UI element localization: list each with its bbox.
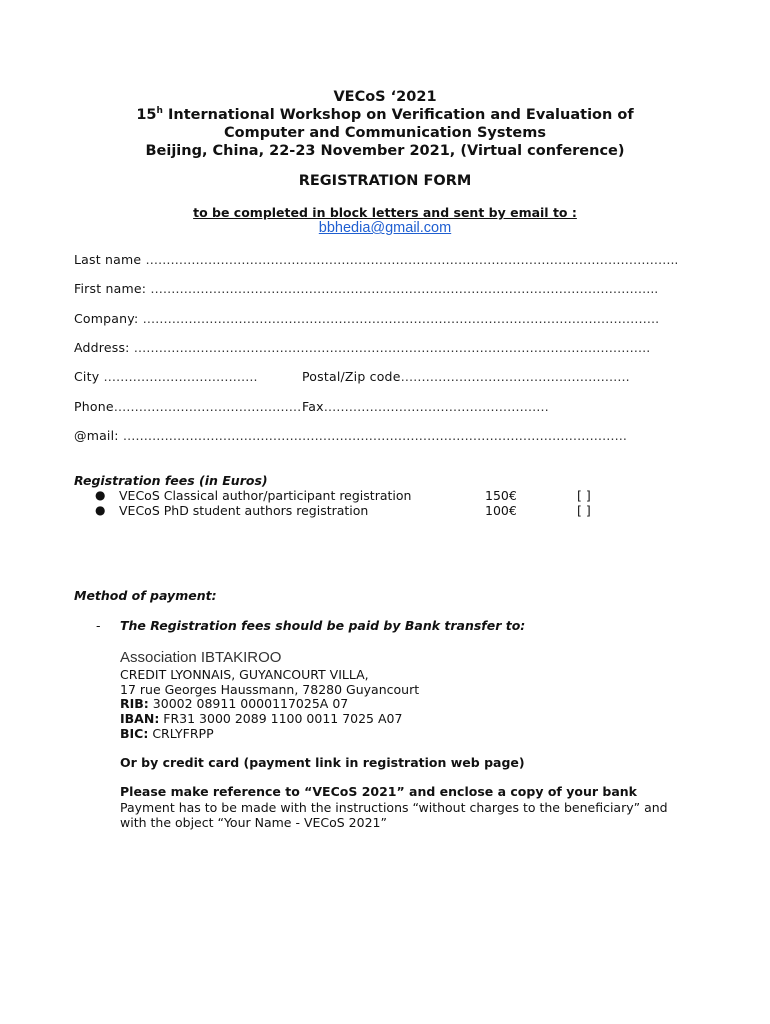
bullet-icon: ● [95,488,106,502]
city-field[interactable] [74,369,257,384]
fee-phd-checkbox[interactable]: [ ] [577,503,591,518]
mail-label: @mail: [74,428,119,443]
phone-blank[interactable]: ……………………………………… [113,399,302,414]
mail-field[interactable] [74,428,627,443]
company-field[interactable] [74,311,659,326]
bic-label: BIC: [120,726,149,741]
association-name: Association IBTAKIROO [120,649,282,666]
conference-name: VECoS ‘2021 [333,89,437,105]
fee-classical-label: VECoS Classical author/participant registration [119,488,412,503]
iban-label: IBAN: [120,711,160,726]
dash-bullet: - [96,618,101,633]
rib-value: 30002 08911 0000117025A 07 [148,696,349,711]
bic-line [120,726,214,741]
city-label: City [74,369,100,384]
credit-card-note: Or by credit card (payment link in registration web page) [120,755,525,770]
fax-label: Fax [302,399,324,414]
ordinal-suffix: h [156,106,163,117]
fee-phd-label: VECoS PhD student authors registration [119,503,369,518]
postal-code-field[interactable] [302,369,630,384]
bullet-icon: ● [95,503,106,517]
address-field[interactable] [74,340,650,355]
bank-transfer-note: The Registration fees should be paid by Bank transfer to: [120,618,526,633]
workshop-number: 15 [136,107,157,123]
last-name-blank[interactable]: ……………………………………………………………………………………………………………….. [145,252,679,267]
iban-line [120,711,402,726]
phone-label: Phone [74,399,114,414]
form-title: REGISTRATION FORM [298,173,472,189]
first-name-field[interactable] [74,281,658,296]
company-label: Company: [74,311,139,326]
bank-address: 17 rue Georges Haussmann, 78280 Guyancourt [120,682,420,697]
postal-code-blank[interactable]: ………………………………………………. [400,369,630,384]
last-name-field[interactable] [74,252,678,267]
payment-instructions-line2: with the object “Your Name - VECoS 2021” [120,815,387,830]
payment-instructions-line1: Payment has to be made with the instructions “without charges to the beneficiary” and [120,800,668,815]
fax-blank[interactable]: ……………………………………………… [323,399,549,414]
fee-classical-checkbox[interactable]: [ ] [577,488,591,503]
rib-label: RIB: [120,696,149,711]
postal-code-label: Postal/Zip code [302,369,401,384]
fax-field[interactable] [302,399,549,414]
address-label: Address: [74,340,130,355]
phone-field[interactable] [74,399,301,414]
registration-fees-title: Registration fees (in Euros) [74,473,268,488]
bic-value: CRLYFRPP [148,726,214,741]
address-blank[interactable]: ……………………………………………………………………………………………………………. [133,340,651,355]
payment-method-title: Method of payment: [74,588,217,603]
mail-blank[interactable]: …………………………………………………………………………………………………………. [122,428,627,443]
company-blank[interactable]: ……………………………………………………………………………………………………………. [142,311,660,326]
workshop-title-text: International Workshop on Verification and Evaluation of [162,107,634,123]
workshop-title-line1 [0,106,770,124]
city-blank[interactable]: ………………………………. [103,369,258,384]
conference-location-date: Beijing, China, 22-23 November 2021, (Virtual conference) [145,143,625,159]
first-name-blank[interactable]: ………………………………………………………………………………………………………….. [150,281,659,296]
last-name-label: Last name [74,252,142,267]
fee-classical-price: 150€ [485,488,517,503]
workshop-title-line2: Computer and Communication Systems [224,125,546,141]
submission-instructions: to be completed in block letters and sent by email to : [193,205,577,220]
fee-phd-price: 100€ [485,503,517,518]
first-name-label: First name: [74,281,147,296]
rib-line [120,696,348,711]
reference-note: Please make reference to “VECoS 2021” and enclose a copy of your bank [120,784,637,799]
contact-email-link[interactable]: bbhedia@gmail.com [318,220,452,236]
iban-value: FR31 3000 2089 1100 0011 7025 A07 [159,711,403,726]
bank-name: CREDIT LYONNAIS, GUYANCOURT VILLA, [120,667,369,682]
